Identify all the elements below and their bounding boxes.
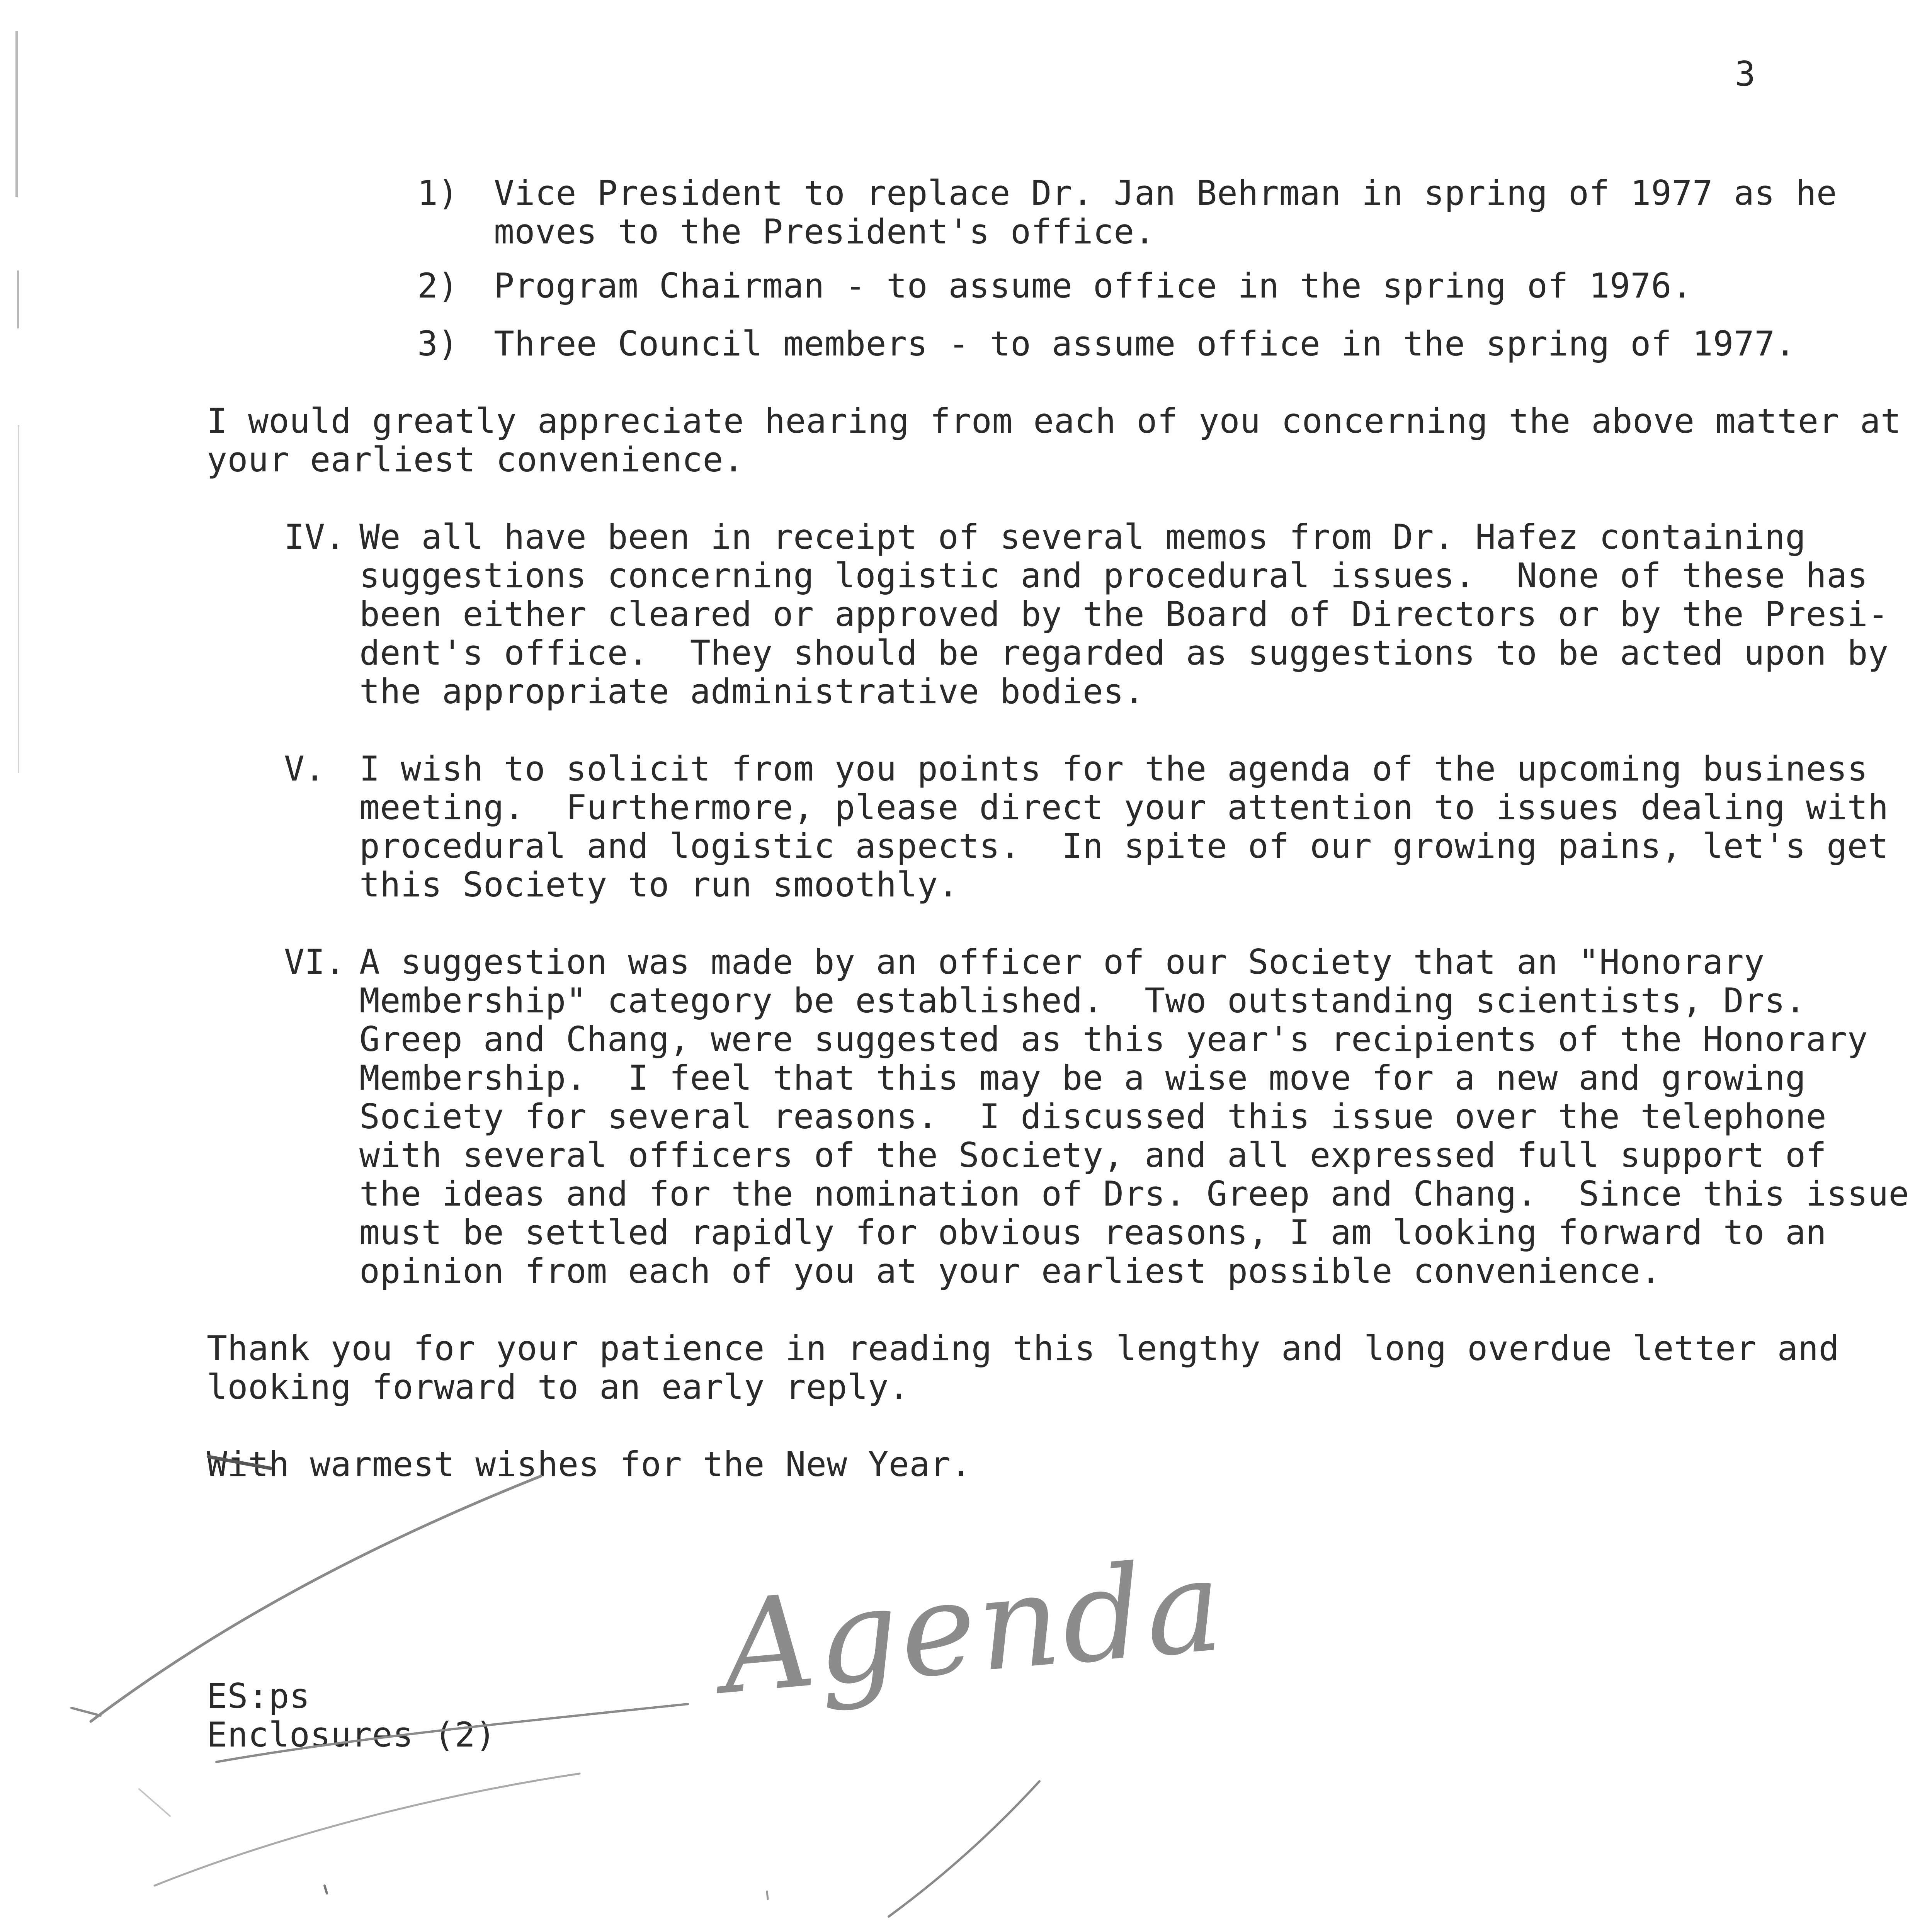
pencil-stroke bbox=[71, 1708, 100, 1716]
handwritten-annotation: Agenda bbox=[716, 1531, 1230, 1723]
pencil-stroke bbox=[889, 1781, 1039, 1917]
pencil-stroke bbox=[216, 1704, 688, 1762]
item-line: Membership. I feel that this may be a wise move for a new and growing bbox=[359, 1058, 1806, 1098]
enclosures-note: Enclosures (2) bbox=[207, 1715, 496, 1755]
strike-mark bbox=[209, 1457, 270, 1468]
pencil-stroke bbox=[139, 1789, 170, 1816]
item-line: meeting. Furthermore, please direct your attention to issues dealing with bbox=[359, 787, 1889, 827]
item-line: procedural and logistic aspects. In spite of our growing pains, let's get bbox=[359, 826, 1889, 866]
closing-line: With warmest wishes for the New Year. bbox=[207, 1444, 971, 1484]
item-line: this Society to run smoothly. bbox=[359, 865, 959, 905]
item-line: been either cleared or approved by the Board of Directors or by the Presi- bbox=[359, 594, 1889, 634]
item-line: the ideas and for the nomination of Drs. Greep and Chang. Since this issue bbox=[359, 1174, 1910, 1214]
item-line: We all have been in receipt of several memos from Dr. Hafez containing bbox=[359, 517, 1806, 557]
paragraph-line: looking forward to an early reply. bbox=[207, 1367, 910, 1407]
pencil-stroke bbox=[155, 1774, 580, 1886]
item-line: A suggestion was made by an officer of our Society that an "Honorary bbox=[359, 942, 1765, 982]
item-line: Greep and Chang, were suggested as this year's recipients of the Honorary bbox=[359, 1019, 1868, 1059]
pencil-speck bbox=[325, 1886, 327, 1893]
paragraph-line: I would greatly appreciate hearing from each of you concerning the above matter at bbox=[207, 401, 1901, 441]
typist-initials: ES:ps bbox=[207, 1676, 310, 1716]
nomination-number: 2) bbox=[417, 266, 458, 306]
item-line: Membership" category be established. Two outstanding scientists, Drs. bbox=[359, 981, 1806, 1020]
item-line: the appropriate administrative bodies. bbox=[359, 672, 1145, 711]
item-line: I wish to solicit from you points for the agenda of the upcoming business bbox=[359, 749, 1868, 789]
page-number: 3 bbox=[1735, 54, 1755, 94]
item-number: VI. bbox=[284, 942, 345, 982]
nomination-number: 1) bbox=[417, 173, 458, 213]
item-number: IV. bbox=[284, 517, 345, 557]
nomination-line: Three Council members - to assume office in the spring of 1977. bbox=[494, 324, 1796, 364]
item-line: dent's office. They should be regarded as suggestions to be acted upon by bbox=[359, 633, 1889, 673]
nomination-number: 3) bbox=[417, 324, 458, 364]
nomination-line: moves to the President's office. bbox=[494, 212, 1155, 252]
item-line: suggestions concerning logistic and procedural issues. None of these has bbox=[359, 556, 1868, 595]
pencil-speck bbox=[767, 1891, 768, 1899]
item-number: V. bbox=[284, 749, 325, 789]
nomination-line: Program Chairman - to assume office in the spring of 1976. bbox=[494, 266, 1692, 306]
item-line: opinion from each of you at your earliest possible convenience. bbox=[359, 1251, 1662, 1291]
item-line: with several officers of the Society, and all expressed full support of bbox=[359, 1135, 1827, 1175]
item-line: must be settled rapidly for obvious reasons, I am looking forward to an bbox=[359, 1213, 1827, 1252]
paragraph-line: your earliest convenience. bbox=[207, 440, 744, 480]
item-line: Society for several reasons. I discussed this issue over the telephone bbox=[359, 1097, 1827, 1136]
pencil-stroke bbox=[91, 1476, 541, 1721]
nomination-line: Vice President to replace Dr. Jan Behrman in spring of 1977 as he bbox=[494, 173, 1837, 213]
paragraph-line: Thank you for your patience in reading this lengthy and long overdue letter and bbox=[207, 1328, 1839, 1368]
